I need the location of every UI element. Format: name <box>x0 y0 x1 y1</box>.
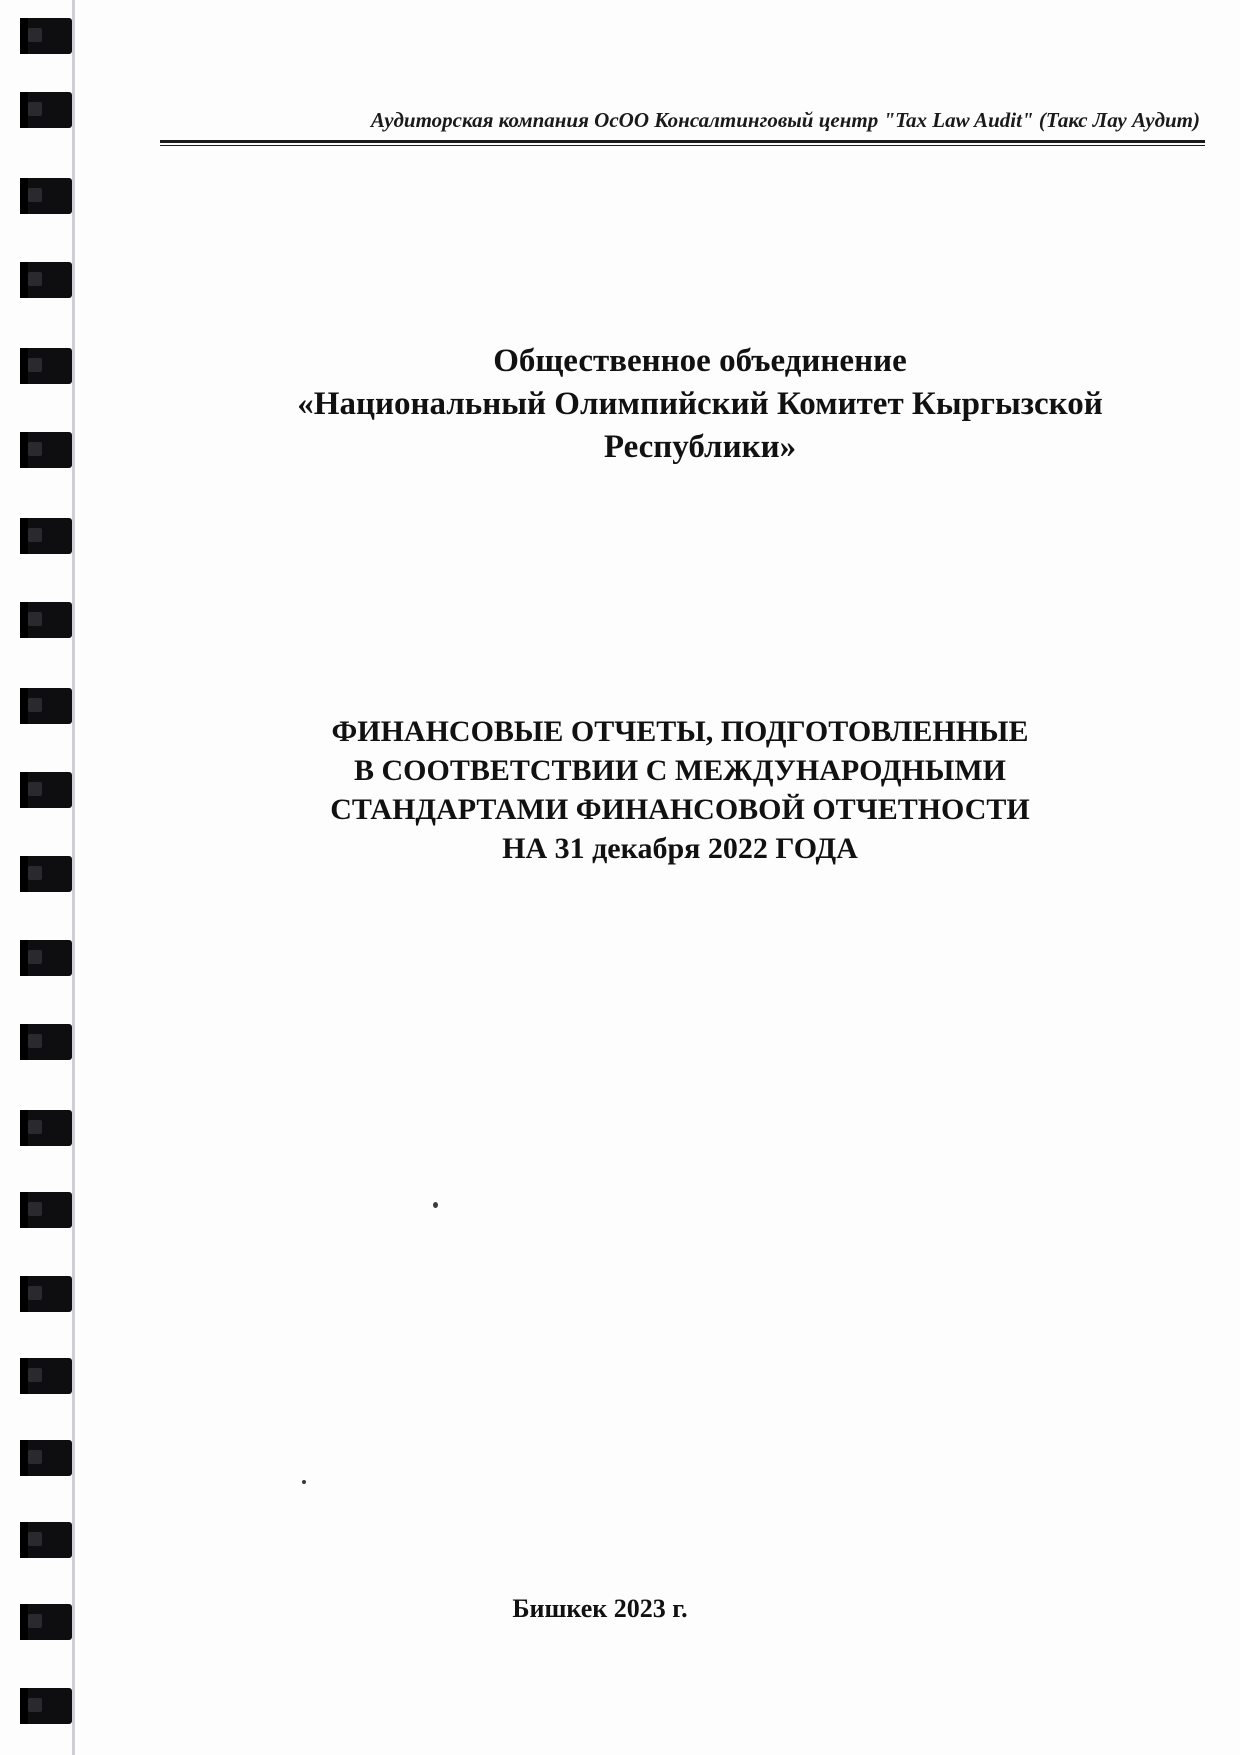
report-title-line-4: НА 31 декабря 2022 ГОДА <box>502 832 858 865</box>
binding-ring <box>20 1440 72 1476</box>
binding-ring <box>20 432 72 468</box>
scan-speck <box>433 1202 438 1208</box>
binding-ring <box>20 1688 72 1724</box>
header-rule-thin <box>160 145 1205 146</box>
binding-ring <box>20 1024 72 1060</box>
report-title <box>180 712 1180 868</box>
binding-ring <box>20 518 72 554</box>
organization-line-2: «Национальный Олимпийский Комитет Кыргызской <box>297 386 1103 422</box>
organization-line-1: Общественное объединение <box>493 343 907 379</box>
binding-ring <box>20 1522 72 1558</box>
binding-edge <box>72 0 75 1755</box>
scan-speck <box>302 1480 306 1484</box>
binding-ring <box>20 772 72 808</box>
binding-ring <box>20 856 72 892</box>
binding-ring <box>20 688 72 724</box>
city-year: Бишкек 2023 г. <box>512 1594 688 1623</box>
binding-ring <box>20 940 72 976</box>
header-rule <box>160 140 1205 143</box>
report-title-line-1: ФИНАНСОВЫЕ ОТЧЕТЫ, ПОДГОТОВЛЕННЫЕ <box>331 715 1029 748</box>
organization-line-3: Республики» <box>603 429 797 465</box>
spiral-binding <box>0 0 90 1755</box>
binding-ring <box>20 1192 72 1228</box>
auditor-header: Аудиторская компания ОсОО Консалтинговый центр "Tax Law Audit" (Такс Лау Аудит) <box>370 108 1200 132</box>
report-title-line-3: СТАНДАРТАМИ ФИНАНСОВОЙ ОТЧЕТНОСТИ <box>330 793 1030 826</box>
binding-ring <box>20 1358 72 1394</box>
binding-ring <box>20 1604 72 1640</box>
binding-ring <box>20 602 72 638</box>
binding-ring <box>20 1276 72 1312</box>
binding-ring <box>20 1110 72 1146</box>
organization-name <box>200 340 1200 469</box>
binding-ring <box>20 18 72 54</box>
binding-ring <box>20 348 72 384</box>
binding-ring <box>20 178 72 214</box>
binding-ring <box>20 262 72 298</box>
report-title-line-2: В СООТВЕТСТВИИ С МЕЖДУНАРОДНЫМИ <box>354 754 1006 787</box>
binding-ring <box>20 92 72 128</box>
